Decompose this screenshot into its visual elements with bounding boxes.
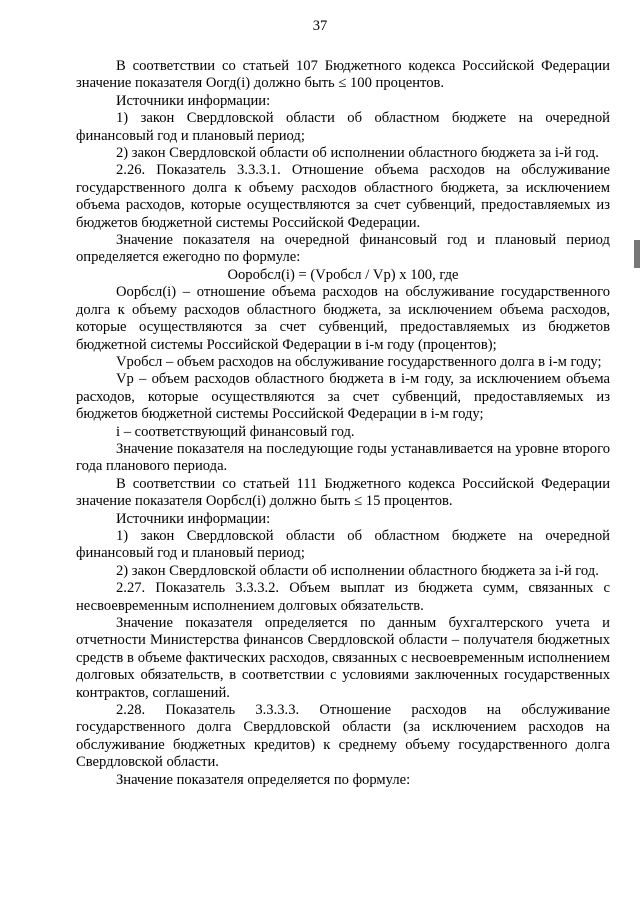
scan-edge-mark	[634, 240, 640, 268]
definition: Vробсл – объем расходов на обслуживание государственного долга в i-м году;	[116, 353, 602, 370]
definition: i – соответствующий финансовый год.	[116, 423, 355, 440]
paragraph: В соответствии со статьей 107 Бюджетного кодекса Российской Федерации значение показателя Оогд(i) должно быть ≤ 100 процентов.	[76, 58, 610, 92]
definition: Vр – объем расходов областного бюджета в i-м году, за исключением объема расходов, которые осуществляются за счет субвенций, предоставляемых из бюджетов бюджетной системы Российской Федерации в i-м году;	[76, 371, 610, 423]
paragraph: Источники информации:	[116, 510, 271, 527]
list-item: 1) закон Свердловской области об областном бюджете на очередной финансовый год и плановый период;	[76, 527, 610, 562]
section-heading: 2.28. Показатель 3.3.3.3. Отношение расходов на обслуживание государственного долга Свердловской области (за исключением расходов на обслуживание бюджетных кредитов) к среднему объему государственного долга Свердловской области.	[76, 702, 610, 771]
page-number: 37	[312, 18, 328, 34]
paragraph: Источники информации:	[116, 92, 271, 109]
list-item: 1) закон Свердловской области об областном бюджете на очередной финансовый год и плановый период;	[76, 110, 610, 144]
paragraph: В соответствии со статьей 111 Бюджетного кодекса Российской Федерации значение показателя Оорбсл(i) должно быть ≤ 15 процентов.	[76, 475, 610, 510]
list-item: 2) закон Свердловской области об исполнении областного бюджета за i-й год.	[116, 562, 599, 579]
formula: Ооробсл(i) = (Vробсл / Vр) x 100, где	[227, 266, 459, 283]
paragraph: Значение показателя определяется по формуле:	[116, 771, 411, 788]
section-heading: 2.26. Показатель 3.3.3.1. Отношение объема расходов на обслуживание государственного долга к объему расходов областного бюджета, за исключением объема расходов, которые осуществляются за счет субвенций, предоставляемых из бюджетов бюджетной системы Российской Федерации.	[76, 162, 610, 231]
paragraph: Значение показателя на очередной финансовый год и плановый период определяется ежегодно по формуле:	[76, 232, 610, 266]
paragraph: Значение показателя на последующие годы устанавливается на уровне второго года планового периода.	[76, 440, 610, 475]
paragraph: Значение показателя определяется по данным бухгалтерского учета и отчетности Министерства финансов Свердловской области – получателя бюджетных средств в объеме фактических расходов, связанных с несвоевременным исполнением долговых обязательств, в соответствии с условиями заключенных государственных контрактов, соглашений.	[76, 615, 610, 701]
section-heading: 2.27. Показатель 3.3.3.2. Объем выплат из бюджета сумм, связанных с несвоевременным исполнением долговых обязательств.	[76, 580, 610, 614]
list-item: 2) закон Свердловской области об исполнении областного бюджета за i-й год.	[116, 145, 599, 162]
definition: Оорбсл(i) – отношение объема расходов на обслуживание государственного долга к объему расходов областного бюджета, за исключением объема расходов, которые осуществляются за счет субвенций, предоставляемых из бюджетов бюджетной системы Российской Федерации в i-м году (процентов);	[76, 284, 610, 353]
document-body	[76, 58, 610, 789]
